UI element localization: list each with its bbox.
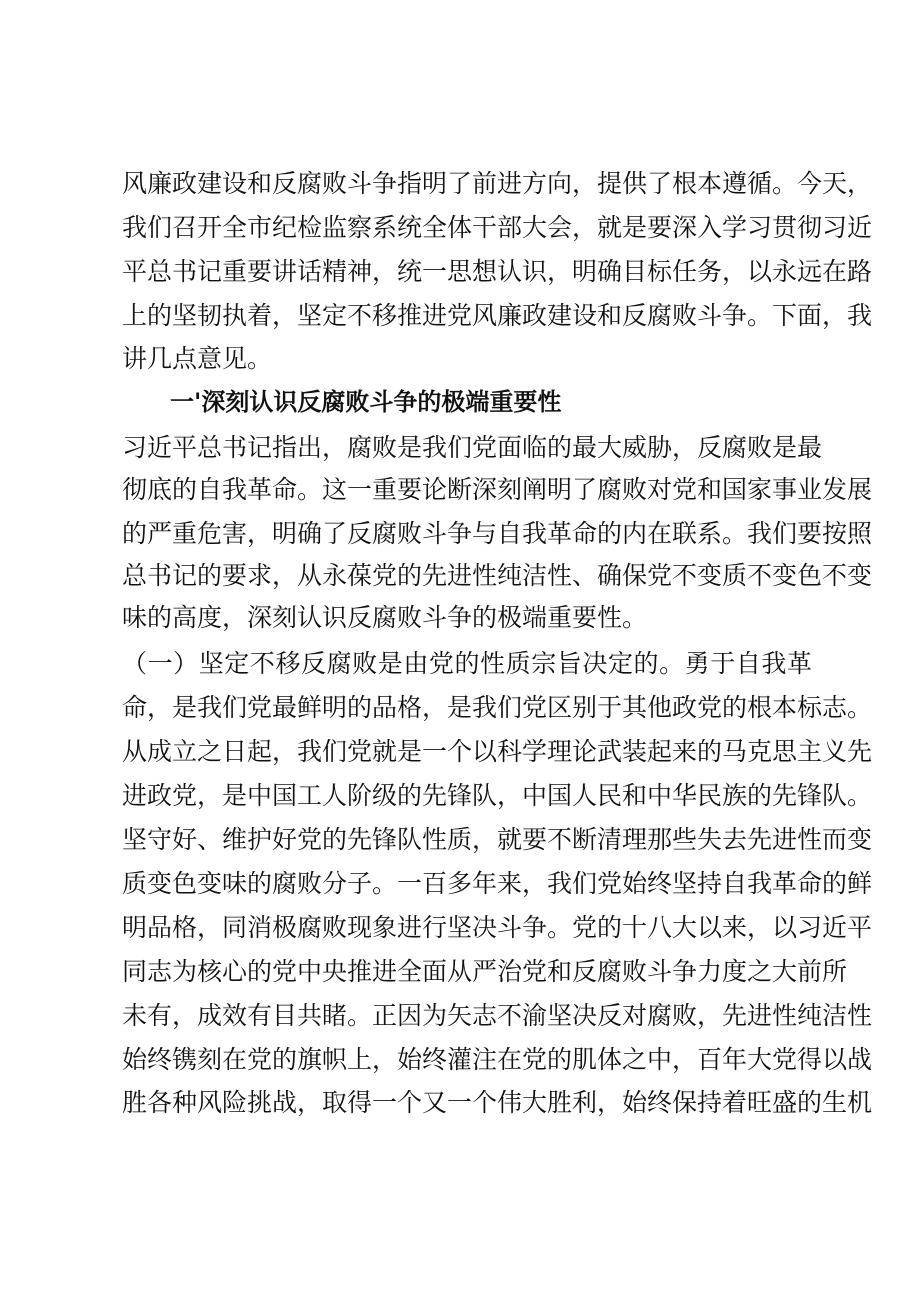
- paragraph-2-line: 的严重危害，明确了反腐败斗争与自我革命的内在联系。我们要按照: [122, 519, 873, 548]
- paragraph-1-line: 上的坚韧执着，坚定不移推进党风廉政建设和反腐败斗争。下面，我: [122, 301, 873, 330]
- paragraph-1-line: 平总书记重要讲话精神，统一思想认识，明确目标任务，以永远在路: [122, 257, 873, 286]
- paragraph-2-line: 习近平总书记指出，腐败是我们党面临的最大威胁，反腐败是最: [122, 433, 823, 462]
- paragraph-3-line: 从成立之日起，我们党就是一个以科学理论武装起来的马克思主义先: [122, 737, 873, 766]
- paragraph-3-line: 胜各种风险挑战，取得一个又一个伟大胜利，始终保持着旺盛的生机: [122, 1088, 873, 1117]
- paragraph-3-line: 坚守好、维护好党的先锋队性质，就要不断清理那些失去先进性而变: [122, 825, 873, 854]
- paragraph-3-line: 明品格，同消极腐败现象进行坚决斗争。党的十八大以来，以习近平: [122, 913, 873, 942]
- paragraph-3-line: 同志为核心的党中央推进全面从严治党和反腐败斗争力度之大前所: [122, 957, 848, 986]
- section-heading: 一'深刻认识反腐败斗争的极端重要性: [170, 388, 562, 416]
- paragraph-1-line: 风廉政建设和反腐败斗争指明了前进方向，提供了根本遵循。今天，: [122, 169, 873, 198]
- paragraph-3-line: 命，是我们党最鲜明的品格，是我们党区别于其他政党的根本标志。: [122, 693, 873, 722]
- paragraph-3-line: 未有，成效有目共睹。正因为矢志不渝坚决反对腐败，先进性纯洁性: [122, 1001, 873, 1030]
- paragraph-3-line: 质变色变味的腐败分子。一百多年来，我们党始终坚持自我革命的鲜: [122, 869, 873, 898]
- paragraph-1-line: 讲几点意见。: [122, 344, 273, 373]
- paragraph-3-line: （一）坚定不移反腐败是由党的性质宗旨决定的。勇于自我革: [122, 649, 812, 678]
- paragraph-2-line: 味的高度，深刻认识反腐败斗争的极端重要性。: [122, 603, 648, 632]
- paragraph-2-line: 彻底的自我革命。这一重要论断深刻阐明了腐败对党和国家事业发展: [122, 475, 873, 504]
- paragraph-3-line: 进政党，是中国工人阶级的先锋队，中国人民和中华民族的先锋队。: [122, 781, 873, 810]
- paragraph-3-line: 始终镌刻在党的旗帜上，始终灌注在党的肌体之中，百年大党得以战: [122, 1045, 873, 1074]
- paragraph-2-line: 总书记的要求，从永葆党的先进性纯洁性、确保党不变质不变色不变: [122, 561, 873, 590]
- paragraph-1-line: 我们召开全市纪检监察系统全体干部大会，就是要深入学习贯彻习近: [122, 213, 873, 242]
